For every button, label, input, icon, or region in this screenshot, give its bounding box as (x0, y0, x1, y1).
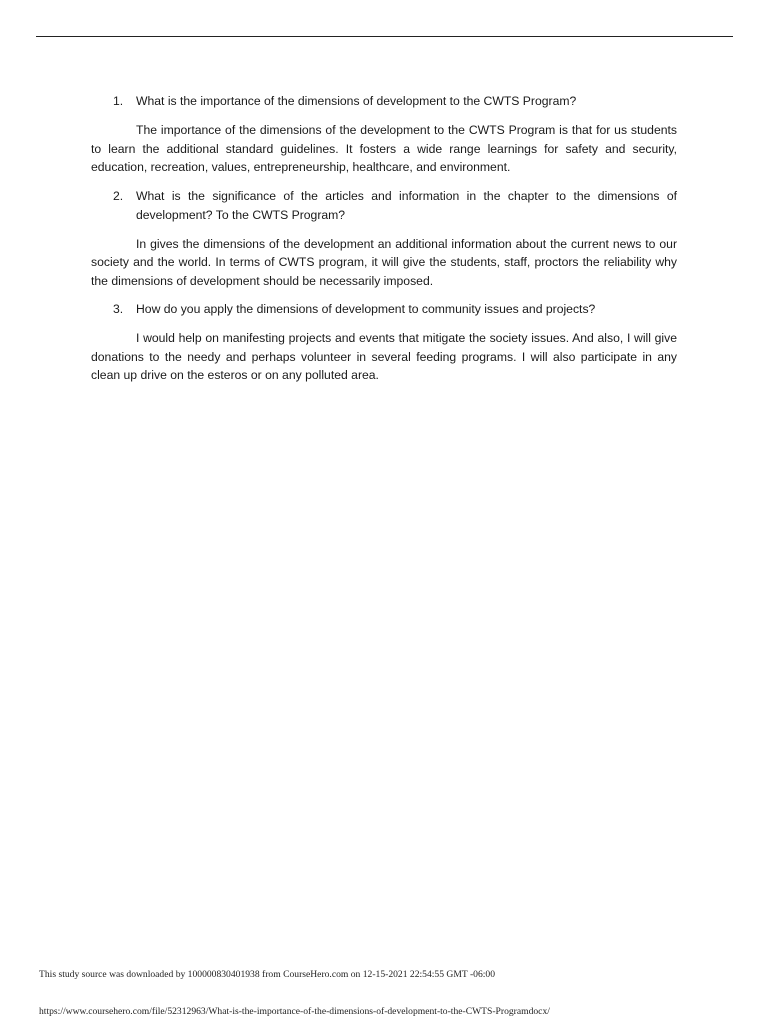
download-source-note: This study source was downloaded by 100000830401938 from CourseHero.com on 12-15-2021 22:54:55 GMT -06:00 (39, 969, 496, 980)
answer-1: The importance of the dimensions of the development to the CWTS Program is that for us students to learn the additional standard guidelines. It fosters a wide range learnings for safety and security, education, recreation, values, entrepreneurship, healthcare, and environment. (91, 123, 677, 174)
question-text: How do you apply the dimensions of development to community issues and projects? (136, 302, 596, 316)
question-text: What is the significance of the articles and information in the chapter to the dimensions of development? To the CWTS Program? (136, 188, 677, 222)
document-body (91, 92, 677, 395)
question-text: What is the importance of the dimensions of development to the CWTS Program? (136, 94, 577, 108)
answer-2: In gives the dimensions of the development an additional information about the current news to our society and the world. In terms of CWTS program, it will give the students, staff, proctors the reliability why the dimensions of development should be necessarily imposed. (91, 236, 677, 288)
question-number: 2. (113, 188, 124, 203)
question-number: 1. (113, 94, 124, 108)
header-divider (36, 36, 733, 37)
answer-3: I would help on manifesting projects and events that mitigate the society issues. And also, I will give donations to the needy and perhaps volunteer in several feeding programs. I will also participate in any clean up drive on the esteros or on any polluted area. (91, 331, 677, 382)
source-url-link[interactable]: https://www.coursehero.com/file/52312963/What-is-the-importance-of-the-dimensions-of-development-to-the-CWTS-Programdocx/ (39, 1006, 550, 1017)
question-2 (91, 187, 677, 225)
question-1 (91, 92, 677, 111)
question-3 (91, 300, 677, 319)
question-number: 3. (113, 302, 124, 316)
